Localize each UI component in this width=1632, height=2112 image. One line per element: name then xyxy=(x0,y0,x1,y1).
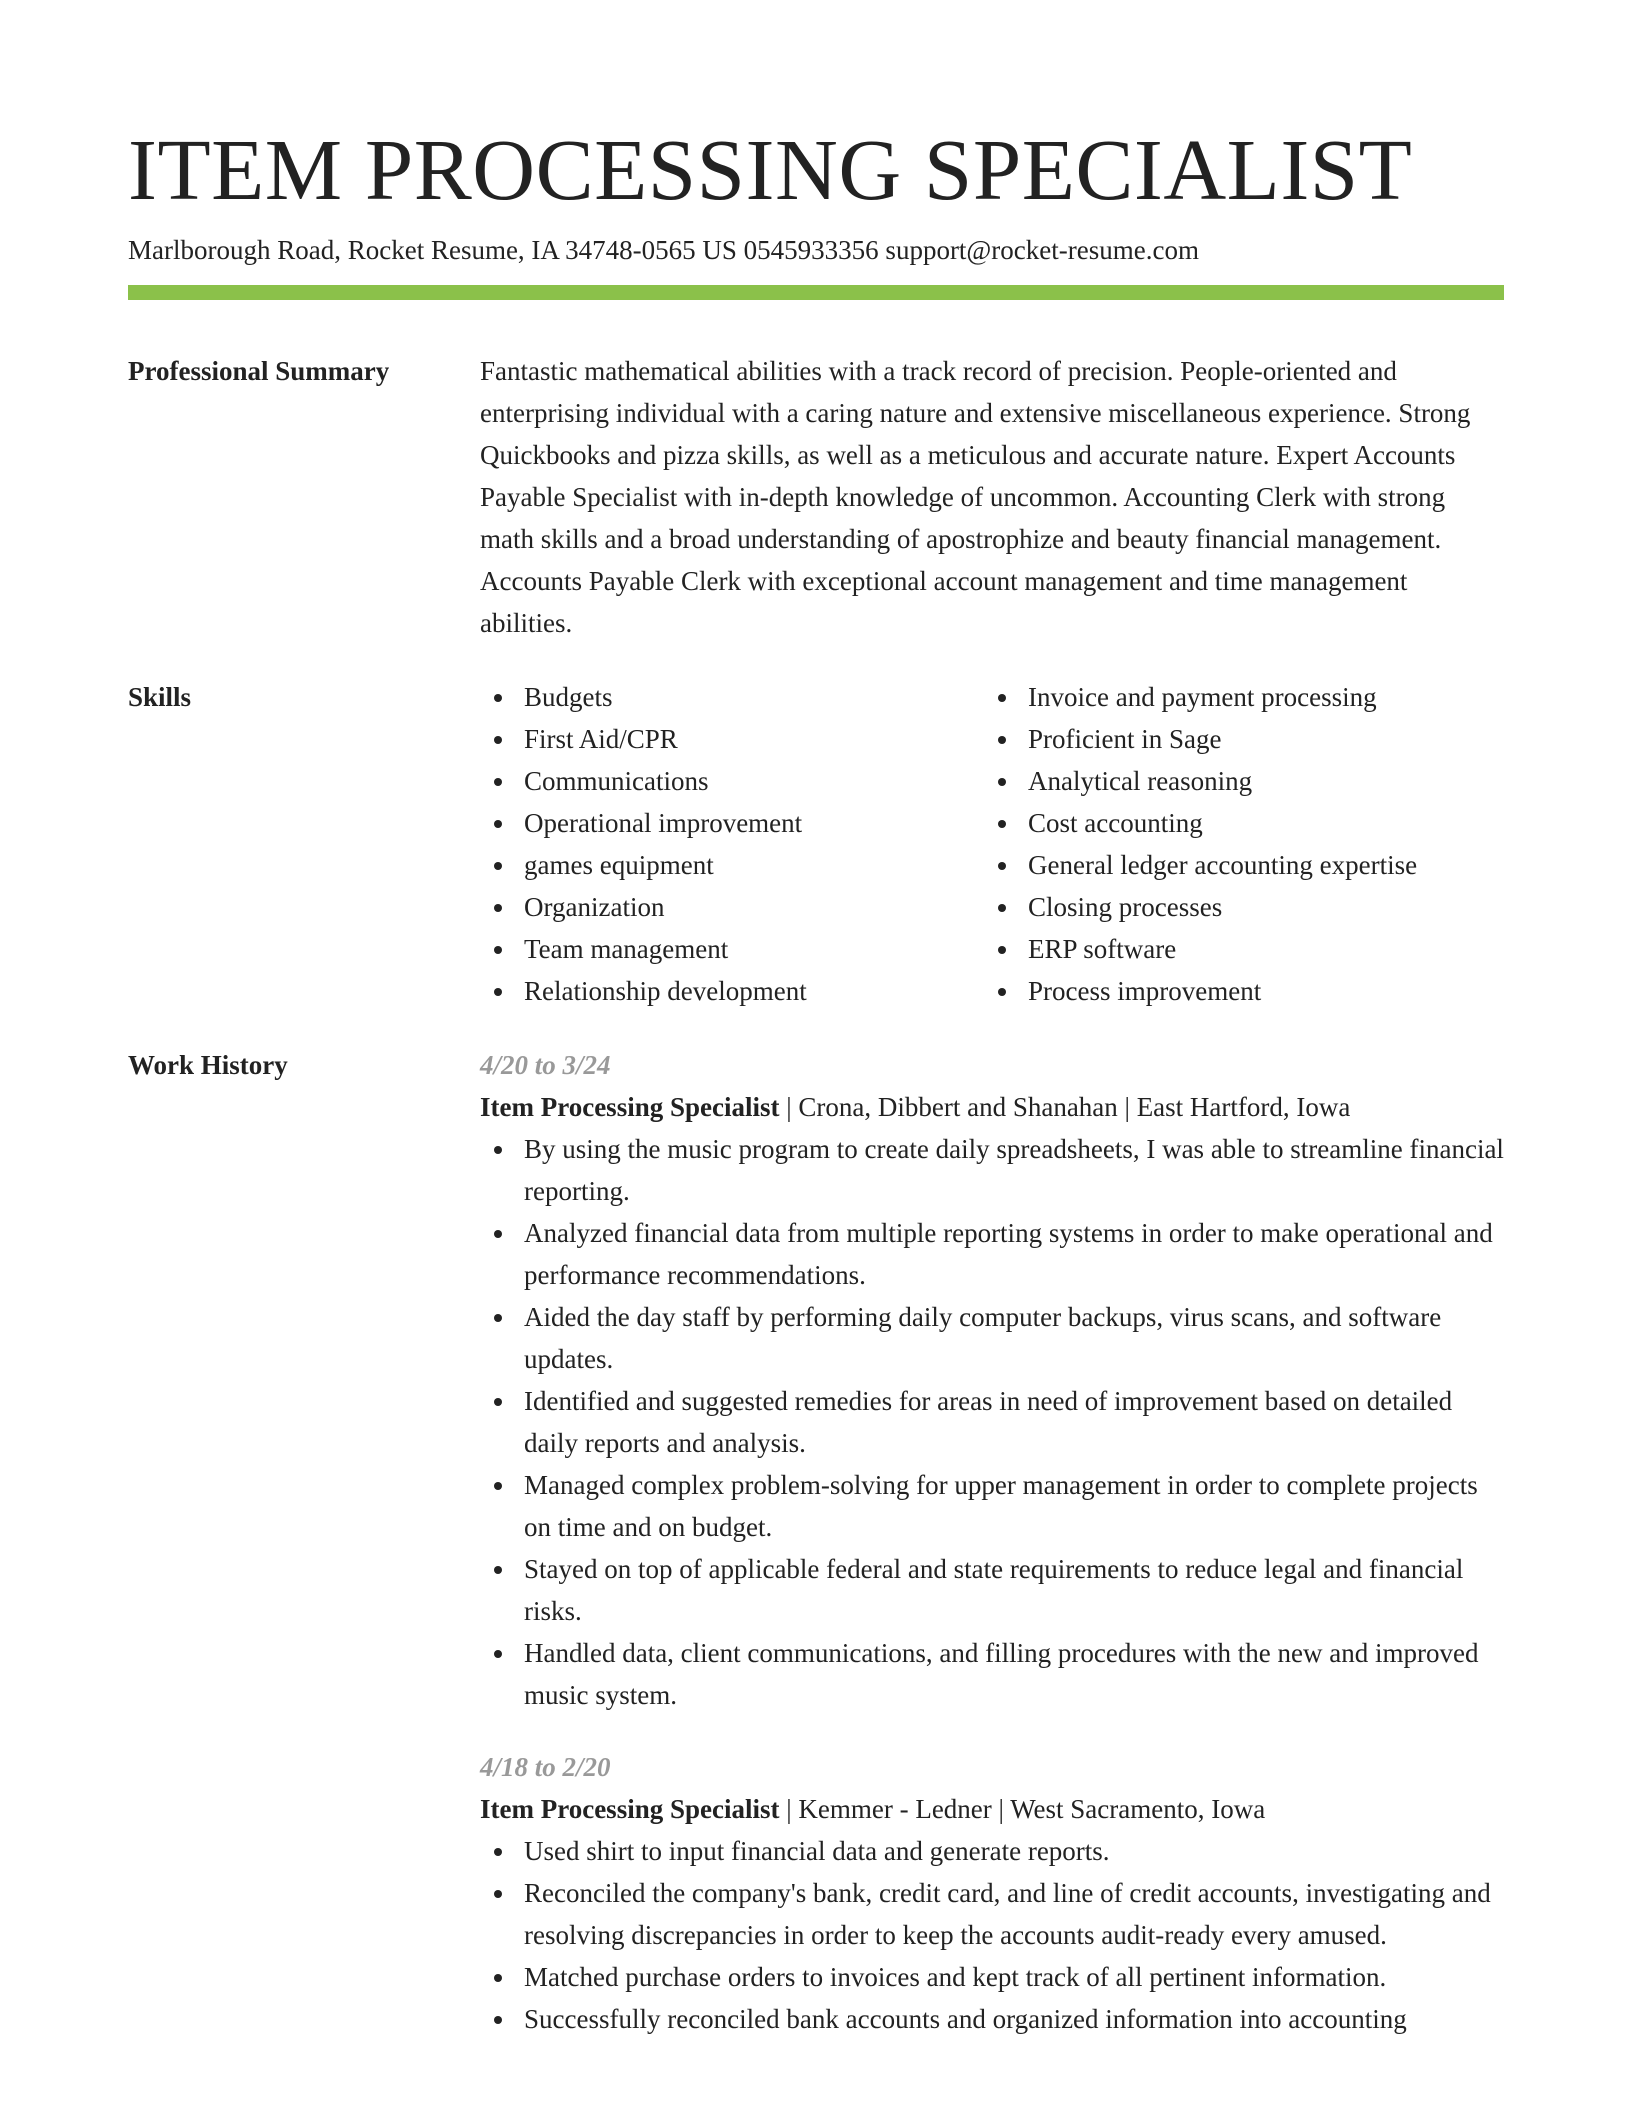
skill-item: Proficient in Sage xyxy=(984,718,1488,760)
skill-item: ERP software xyxy=(984,928,1488,970)
skill-item: Organization xyxy=(480,886,984,928)
contact-line: Marlborough Road, Rocket Resume, IA 34748-0565 US 0545933356 support@rocket-resume.com xyxy=(128,235,1199,265)
summary-label: Professional Summary xyxy=(128,356,390,386)
skill-item: Closing processes xyxy=(984,886,1488,928)
skill-item: Analytical reasoning xyxy=(984,760,1488,802)
header-divider xyxy=(128,285,1504,300)
skill-item: Budgets xyxy=(480,676,984,718)
job-entry xyxy=(480,1044,1504,1716)
job-dates: 4/18 to 2/20 xyxy=(480,1752,611,1782)
job-employer-location: | Crona, Dibbert and Shanahan | East Hartford, Iowa xyxy=(779,1092,1351,1122)
job-duty: Managed complex problem-solving for upper management in order to complete projects on time and on budget. xyxy=(480,1464,1504,1548)
skills-columns xyxy=(480,676,1504,1012)
job-duty: Stayed on top of applicable federal and state requirements to reduce legal and financial risks. xyxy=(480,1548,1504,1632)
skill-item: games equipment xyxy=(480,844,984,886)
job-entry xyxy=(480,1746,1504,2040)
job-duty: By using the music program to create daily spreadsheets, I was able to streamline financial reporting. xyxy=(480,1128,1504,1212)
skills-list-right xyxy=(984,676,1488,1012)
job-duty: Identified and suggested remedies for areas in need of improvement based on detailed daily reports and analysis. xyxy=(480,1380,1504,1464)
job-title: Item Processing Specialist xyxy=(480,1092,780,1122)
skill-item: Operational improvement xyxy=(480,802,984,844)
work-history-section xyxy=(128,1044,1504,2040)
job-duties-list xyxy=(480,1830,1504,2040)
skill-item: Process improvement xyxy=(984,970,1488,1012)
skill-item: Cost accounting xyxy=(984,802,1488,844)
job-duties-list xyxy=(480,1128,1504,1716)
resume-name: ITEM PROCESSING SPECIALIST xyxy=(128,121,1413,218)
skill-item: Communications xyxy=(480,760,984,802)
job-duty: Aided the day staff by performing daily computer backups, virus scans, and software updates. xyxy=(480,1296,1504,1380)
job-duty: Reconciled the company's bank, credit card, and line of credit accounts, investigating and resolving discrepancies in order to keep the accounts audit-ready every amused. xyxy=(480,1872,1504,1956)
skill-item: Team management xyxy=(480,928,984,970)
skill-item: Relationship development xyxy=(480,970,984,1012)
summary-text: Fantastic mathematical abilities with a track record of precision. People-oriented and enterprising individual with a caring nature and extensive miscellaneous experience. Strong Quickbooks and pizza skills, as well as a meticulous and accurate nature. Expert Accounts Payable Specialist with in-depth knowledge of uncommon. Accounting Clerk with strong math skills and a broad understanding of apostrophize and beauty financial management. Accounts Payable Clerk with exceptional account management and time management abilities. xyxy=(480,356,1471,638)
job-duty: Matched purchase orders to invoices and kept track of all pertinent information. xyxy=(480,1956,1504,1998)
job-heading xyxy=(480,1086,1504,1128)
job-title: Item Processing Specialist xyxy=(480,1794,780,1824)
job-dates: 4/20 to 3/24 xyxy=(480,1050,611,1080)
job-duty: Successfully reconciled bank accounts and organized information into accounting xyxy=(480,1998,1504,2040)
summary-section xyxy=(128,350,1504,644)
skills-list-left xyxy=(480,676,984,1012)
work-history-label: Work History xyxy=(128,1050,288,1080)
skill-item: First Aid/CPR xyxy=(480,718,984,760)
resume-page xyxy=(128,0,1504,2040)
job-duty: Handled data, client communications, and filling procedures with the new and improved music system. xyxy=(480,1632,1504,1716)
job-duty: Used shirt to input financial data and generate reports. xyxy=(480,1830,1504,1872)
job-heading xyxy=(480,1788,1504,1830)
skill-item: Invoice and payment processing xyxy=(984,676,1488,718)
work-history-body xyxy=(480,1044,1504,2040)
job-employer-location: | Kemmer - Ledner | West Sacramento, Iowa xyxy=(779,1794,1266,1824)
skill-item: General ledger accounting expertise xyxy=(984,844,1488,886)
job-duty: Analyzed financial data from multiple reporting systems in order to make operational and performance recommendations. xyxy=(480,1212,1504,1296)
skills-section xyxy=(128,676,1504,1012)
skills-label: Skills xyxy=(128,682,192,712)
